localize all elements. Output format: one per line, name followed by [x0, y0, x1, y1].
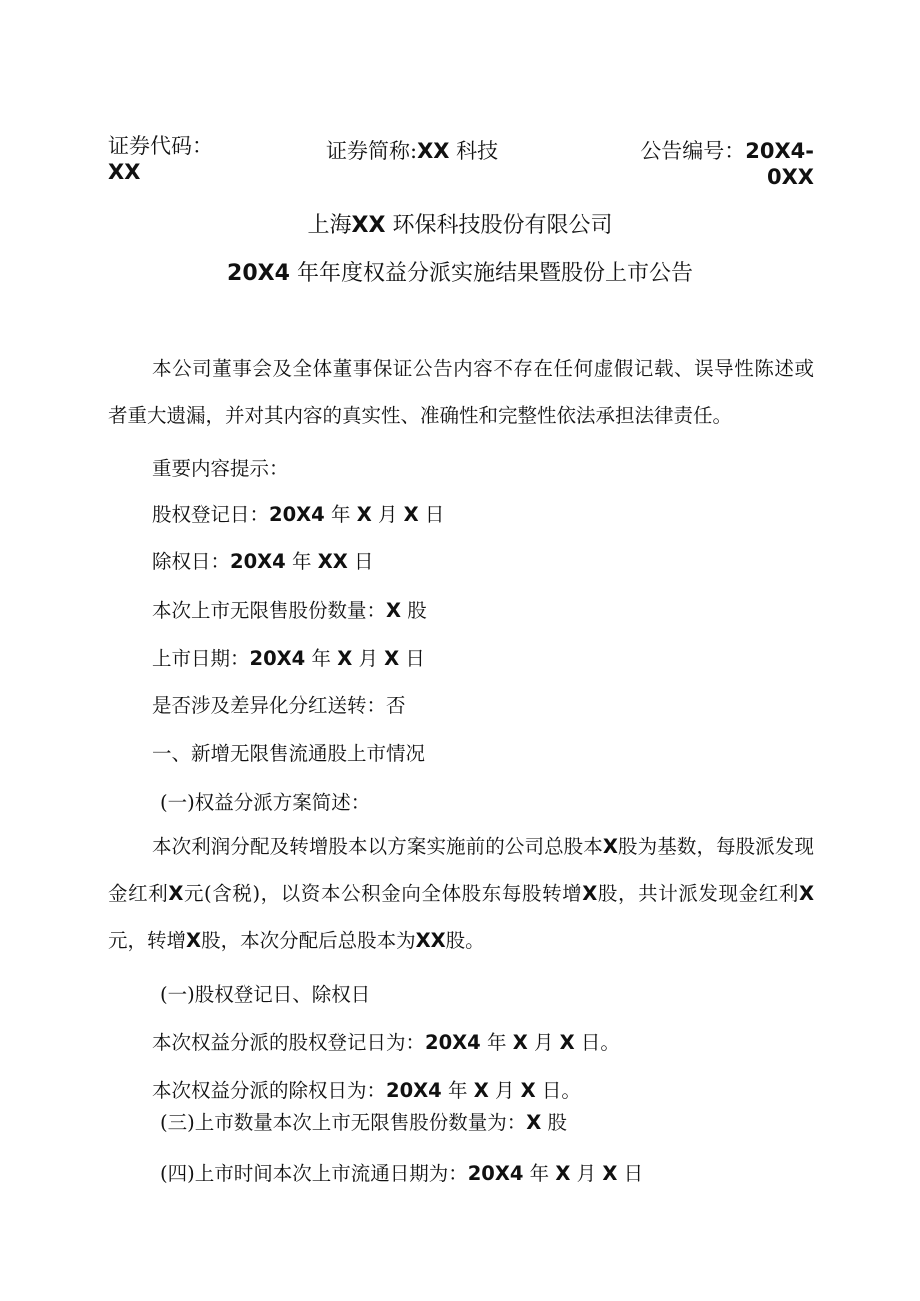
plan-text-6: 股，本次分配后总股本为 — [201, 929, 416, 952]
differentiated-dividend — [152, 690, 814, 718]
plan-text-2: 股为基数，每股派发现金红利 — [108, 835, 814, 905]
listed-shares-label: 本次上市无限售股份数量： — [152, 599, 387, 622]
board-statement: 本公司董事会及全体董事保证公告内容不存在任何虚假记载、误导性陈述或者重大遗漏，并对其内容的真实性、准确性和完整性依法承担法律责任。 — [108, 357, 814, 427]
subsection-4-year: 20X4 — [467, 1162, 524, 1185]
record-stmt-label: 本次权益分派的股权登记日为： — [152, 1031, 426, 1054]
unit-year: 年 — [486, 1031, 507, 1054]
plan-text-3: 元(含税)，以资本公积金向全体股东每股转增 — [183, 882, 583, 905]
distribution-plan — [108, 823, 814, 964]
subsection-4-text: (四)上市时间本次上市流通日期为： — [160, 1162, 468, 1185]
unit-day: 日 — [405, 647, 425, 670]
plan-value-1: X — [602, 835, 618, 858]
listing-date-label: 上市日期： — [152, 647, 250, 670]
subsection-4-month: X — [555, 1162, 571, 1185]
listing-date — [152, 643, 814, 671]
plan-text-1: 本次利润分配及转增股本以方案实施前的公司总股本 — [152, 835, 603, 858]
plan-value-2: X — [168, 882, 184, 905]
plan-text-5: 元，转增 — [108, 929, 187, 952]
tips-heading: 重要内容提示： — [152, 457, 289, 480]
subsection-1-heading: (一)权益分派方案简述： — [160, 791, 371, 814]
ex-date-label: 除权日： — [152, 550, 231, 573]
title-line1-pre: 上海 — [307, 213, 352, 238]
plan-value-3: X — [582, 882, 598, 905]
unit-day: 日 — [623, 1162, 644, 1185]
record-date-label: 股权登记日： — [152, 503, 270, 526]
unit-day: 日 — [424, 503, 445, 526]
ex-stmt-label: 本次权益分派的除权日为： — [152, 1079, 387, 1102]
subsection-4-day: X — [602, 1162, 618, 1185]
diff-label: 是否涉及差异化分红送转： — [152, 694, 387, 717]
announcement-number-value-1: 20X4- — [745, 139, 814, 163]
record-stmt-day: X — [559, 1031, 575, 1054]
section-1-heading: 一、新增无限售流通股上市情况 — [152, 742, 426, 765]
company-name-title — [0, 211, 920, 241]
announcement-title — [0, 259, 920, 289]
unit-year: 年 — [330, 503, 351, 526]
unit-day: 日 — [541, 1079, 562, 1102]
unit-year: 年 — [529, 1162, 550, 1185]
listing-date-year: 20X4 — [249, 647, 306, 670]
record-date — [152, 499, 814, 527]
stock-abbreviation-rest: 科技 — [456, 139, 499, 163]
unit-year: 年 — [311, 647, 331, 670]
unit-day: 日 — [580, 1031, 601, 1054]
subsection-3-value: X — [526, 1111, 542, 1134]
unit-year: 年 — [447, 1079, 468, 1102]
announcement-number-label: 公告编号： — [640, 139, 746, 163]
subsection-4 — [160, 1158, 814, 1186]
listing-date-month: X — [337, 647, 353, 670]
ex-date-year: 20X4 — [230, 550, 286, 573]
ex-stmt-year: 20X4 — [386, 1079, 442, 1102]
stock-code-value: XX — [108, 160, 141, 184]
period: 。 — [600, 1031, 620, 1054]
unit-month: 月 — [533, 1031, 554, 1054]
unit-share: 股 — [547, 1111, 567, 1134]
plan-text-7: 股。 — [445, 929, 485, 952]
announcement-number — [632, 138, 814, 190]
title-line2-bold: 20X4 — [227, 261, 290, 286]
stock-abbreviation — [326, 138, 586, 164]
plan-value-6: XX — [415, 929, 446, 952]
stock-code — [108, 133, 258, 185]
title-line2-post: 年年度权益分派实施结果暨股份上市公告 — [296, 261, 693, 286]
unit-year: 年 — [291, 550, 312, 573]
plan-value-5: X — [186, 929, 202, 952]
stock-abbreviation-bold: XX — [417, 139, 450, 163]
record-stmt-month: X — [512, 1031, 528, 1054]
stock-abbreviation-label: 证券简称: — [326, 139, 418, 163]
diff-value: 否 — [386, 694, 406, 717]
listed-shares — [152, 595, 814, 623]
plan-text-4: 股，共计派发现金红利 — [597, 882, 799, 905]
ex-date-statement — [152, 1075, 814, 1103]
stock-code-label: 证券代码： — [108, 134, 213, 158]
ex-date-day: XX — [317, 550, 348, 573]
unit-month: 月 — [358, 647, 378, 670]
subsection-2-heading: (一)股权登记日、除权日 — [160, 983, 371, 1006]
announcement-number-value-2: 0XX — [767, 165, 814, 189]
record-date-statement — [152, 1027, 814, 1055]
unit-share: 股 — [407, 599, 427, 622]
unit-month: 月 — [494, 1079, 515, 1102]
unit-month: 月 — [377, 503, 398, 526]
ex-stmt-day: X — [520, 1079, 536, 1102]
subsection-3 — [160, 1107, 814, 1135]
subsection-3-text: (三)上市数量本次上市无限售股份数量为： — [160, 1111, 527, 1134]
title-line1-post: 环保科技股份有限公司 — [392, 213, 613, 238]
listing-date-day: X — [384, 647, 400, 670]
ex-date — [152, 546, 814, 574]
record-date-month: X — [356, 503, 372, 526]
record-stmt-year: 20X4 — [425, 1031, 481, 1054]
record-date-day: X — [403, 503, 419, 526]
period: 。 — [561, 1079, 581, 1102]
title-line1-bold: XX — [351, 213, 386, 238]
unit-month: 月 — [576, 1162, 597, 1185]
listed-shares-value: X — [386, 599, 402, 622]
unit-day: 日 — [353, 550, 374, 573]
plan-value-4: X — [798, 882, 814, 905]
record-date-year: 20X4 — [269, 503, 325, 526]
ex-stmt-month: X — [473, 1079, 489, 1102]
